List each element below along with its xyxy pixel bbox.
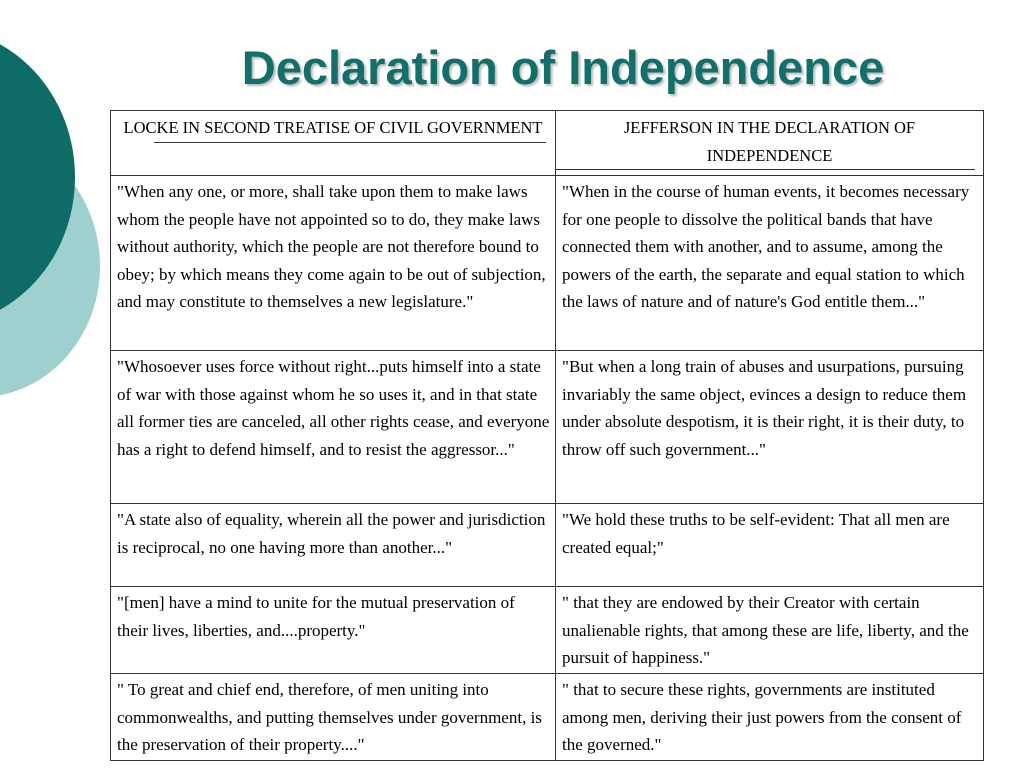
table-header-row [111,111,984,176]
jefferson-quote-cell: "But when a long train of abuses and usurpations, pursuing invariably the same object, evinces a design to reduce them under absolute despotism, it is their right, it is their duty, to throw off such government..." [556,351,984,504]
table-row [111,674,984,761]
table-row [111,504,984,587]
jefferson-quote-cell: "We hold these truths to be self-evident: That all men are created equal;" [556,504,984,587]
header-underline [154,142,546,143]
locke-quote-cell: "[men] have a mind to unite for the mutual preservation of their lives, liberties, and....property." [111,587,556,674]
locke-quote-cell: "When any one, or more, shall take upon them to make laws whom the people have not appointed so to do, they make laws without authority, which the people are not therefore bound to obey; by which means they come again to be out of subjection, and may constitute to themselves a new legislature." [111,176,556,351]
jefferson-quote-cell: "When in the course of human events, it becomes necessary for one people to dissolve the political bands that have connected them with another, and to assume, among the powers of the earth, the separate and equal station to which the laws of nature and of nature's God entitle them..." [556,176,984,351]
slide-title: Declaration of Independence [241,41,885,94]
jefferson-header-text: JEFFERSON IN THE DECLARATION OF INDEPENDENCE [623,118,916,165]
locke-quote-cell: "Whosoever uses force without right...puts himself into a state of war with those against whom he so uses it, and in that state all former ties are canceled, all other rights cease, and everyone has a right to defend himself, and to resist the aggressor..." [111,351,556,504]
locke-column-header [111,111,556,176]
locke-header-text: LOCKE IN SECOND TREATISE OF CIVIL GOVERNMENT [123,118,543,137]
table-row [111,587,984,674]
jefferson-quote-cell: " that to secure these rights, governments are instituted among men, deriving their just powers from the consent of the governed." [556,674,984,761]
jefferson-column-header [556,111,984,176]
table-row [111,176,984,351]
jefferson-quote-cell: " that they are endowed by their Creator with certain unalienable rights, that among these are life, liberty, and the pursuit of happiness." [556,587,984,674]
table-row [111,351,984,504]
header-underline [556,169,975,170]
comparison-table [110,110,984,761]
locke-quote-cell: "A state also of equality, wherein all the power and jurisdiction is reciprocal, no one having more than another..." [111,504,556,587]
locke-quote-cell: " To great and chief end, therefore, of men uniting into commonwealths, and putting themselves under government, is the preservation of their property...." [111,674,556,761]
